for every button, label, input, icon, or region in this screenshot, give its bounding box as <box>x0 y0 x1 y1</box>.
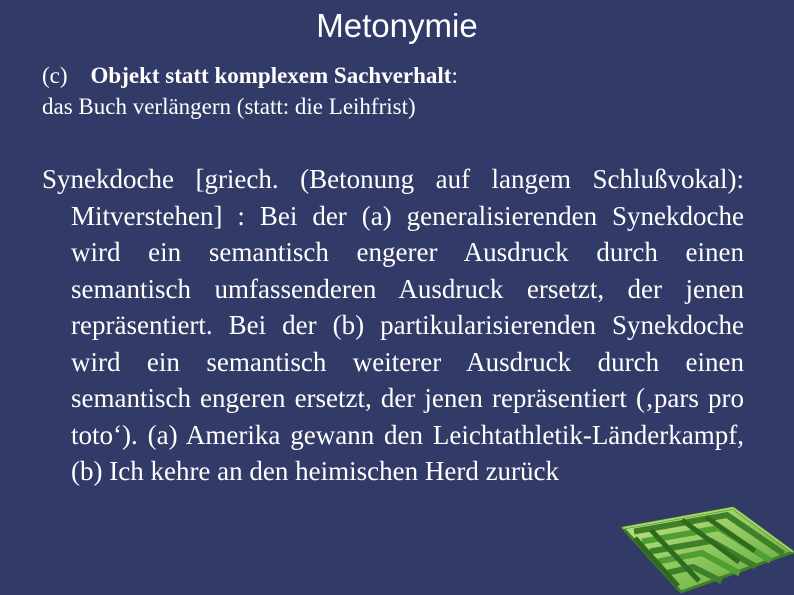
example-heading-line <box>42 60 762 91</box>
example-heading: Objekt statt komplexem Sachverhalt <box>90 63 452 88</box>
example-block <box>42 60 762 122</box>
example-sentence: das Buch verlängern (statt: die Leihfrist) <box>42 94 416 119</box>
example-colon: : <box>451 63 458 88</box>
slide-title: Metonymie <box>316 7 478 44</box>
example-prefix: (c) <box>42 63 68 88</box>
hedge-maze-icon <box>615 490 794 595</box>
synekdoche-paragraph: Synekdoche [griech. (Betonung auf langem Schlußvokal): Mitverstehen] : Bei der (a) generalisierenden Synekdoche wird ein semantisch engerer Ausdruck durch einen semantisch umfassenderen Ausdruck ersetzt, der jenen repräsentiert. Bei der (b) partikularisierenden Synekdoche wird ein semantisch weiterer Ausdruck durch einen semantisch engeren ersetzt, der jenen repräsentiert (‚pars pro toto‘). (a) Amerika gewann den Leichtathletik-Länderkampf, (b) Ich kehre an den heimischen Herd zurück <box>42 164 744 486</box>
